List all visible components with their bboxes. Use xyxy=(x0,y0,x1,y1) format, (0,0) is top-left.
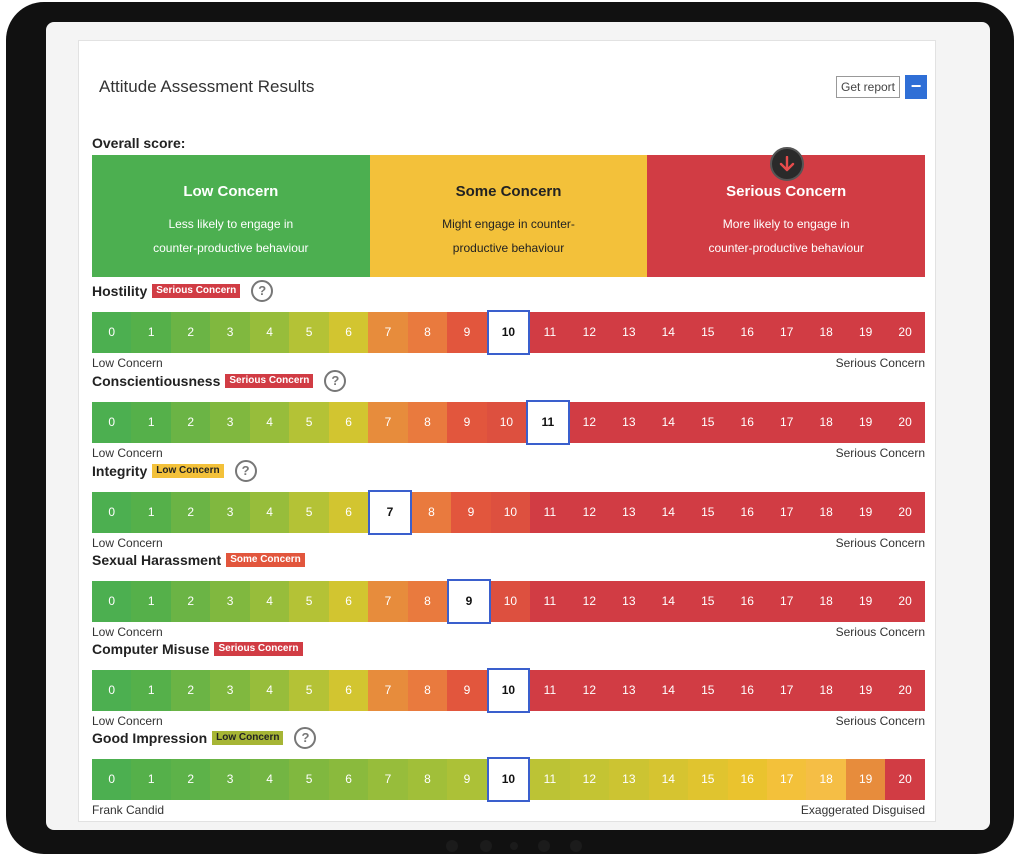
score-bar xyxy=(92,759,925,800)
score-cell: 19 xyxy=(846,670,885,711)
score-cell: 5 xyxy=(289,670,328,711)
score-cell: 12 xyxy=(570,312,609,353)
score-cell: 19 xyxy=(846,759,885,800)
collapse-button[interactable]: − xyxy=(905,75,927,99)
score-cell: 0 xyxy=(92,402,131,443)
score-cell: 12 xyxy=(570,492,609,533)
score-cell: 17 xyxy=(767,312,806,353)
help-icon[interactable]: ? xyxy=(294,727,316,749)
help-icon[interactable]: ? xyxy=(235,460,257,482)
score-cell: 1 xyxy=(131,759,170,800)
score-cell: 1 xyxy=(131,402,170,443)
scale-high-label: Serious Concern xyxy=(835,536,925,550)
status-badge: Serious Concern xyxy=(225,374,313,388)
score-cell: 1 xyxy=(131,492,170,533)
score-cell: 16 xyxy=(728,759,767,800)
score-cell: 12 xyxy=(570,402,609,443)
score-cell: 16 xyxy=(728,581,767,622)
results-card xyxy=(78,40,936,822)
score-cell: 20 xyxy=(885,759,924,800)
score-cell: 12 xyxy=(570,759,609,800)
score-cell: 5 xyxy=(289,402,328,443)
scale-end-labels xyxy=(92,356,925,370)
overall-score-label: Overall score: xyxy=(92,135,186,151)
score-bar xyxy=(92,312,925,353)
scale-name: Conscientiousness xyxy=(92,373,221,389)
score-cell: 19 xyxy=(846,492,885,533)
help-icon[interactable]: ? xyxy=(324,370,346,392)
segment-description: Less likely to engage in counter-productive behaviour xyxy=(153,217,309,255)
score-cell: 11 xyxy=(530,492,569,533)
screen xyxy=(46,22,990,830)
score-cell: 15 xyxy=(688,759,727,800)
help-icon[interactable]: ? xyxy=(251,280,273,302)
score-cell: 11 xyxy=(530,581,569,622)
scale-name: Good Impression xyxy=(92,730,208,746)
score-cell: 9 xyxy=(451,492,490,533)
score-cell: 0 xyxy=(92,759,131,800)
scale-header xyxy=(92,460,257,482)
scale-end-labels xyxy=(92,446,925,460)
score-cell: 4 xyxy=(250,670,289,711)
score-cell: 9 xyxy=(447,312,486,353)
score-cell: 8 xyxy=(412,492,451,533)
score-cell: 4 xyxy=(250,492,289,533)
get-report-button[interactable]: Get report xyxy=(836,76,900,98)
status-badge: Serious Concern xyxy=(152,284,240,298)
scale-high-label: Serious Concern xyxy=(835,625,925,639)
score-cell: 4 xyxy=(250,759,289,800)
score-cell: 8 xyxy=(408,402,447,443)
score-cell: 12 xyxy=(570,581,609,622)
score-cell: 20 xyxy=(885,670,924,711)
scale-low-label: Frank Candid xyxy=(92,803,165,817)
score-cell: 2 xyxy=(171,492,210,533)
score-cell: 15 xyxy=(688,670,727,711)
score-cell: 6 xyxy=(329,759,368,800)
score-cell: 14 xyxy=(649,312,688,353)
segment-title: Some Concern xyxy=(455,183,562,200)
score-cell: 2 xyxy=(171,402,210,443)
score-cell: 17 xyxy=(767,402,806,443)
score-cell: 16 xyxy=(728,492,767,533)
score-cell: 2 xyxy=(171,670,210,711)
scale-name: Hostility xyxy=(92,283,148,299)
scale-end-labels xyxy=(92,536,925,550)
score-cell: 14 xyxy=(649,670,688,711)
status-badge: Low Concern xyxy=(212,731,283,745)
scale-end-labels xyxy=(92,714,925,728)
scale-low-label: Low Concern xyxy=(92,714,163,728)
score-cell: 14 xyxy=(649,402,688,443)
score-cell: 17 xyxy=(767,492,806,533)
selected-score-cell: 10 xyxy=(487,310,530,355)
page-title: Attitude Assessment Results xyxy=(99,77,315,96)
selected-score-cell: 10 xyxy=(487,668,530,713)
score-cell: 8 xyxy=(408,312,447,353)
score-cell: 14 xyxy=(649,759,688,800)
score-cell: 8 xyxy=(408,759,447,800)
score-cell: 3 xyxy=(210,312,249,353)
score-cell: 11 xyxy=(530,759,569,800)
score-cell: 20 xyxy=(885,312,924,353)
score-cell: 17 xyxy=(767,759,806,800)
score-cell: 2 xyxy=(171,312,210,353)
score-cell: 18 xyxy=(806,581,845,622)
score-cell: 18 xyxy=(806,312,845,353)
score-cell: 6 xyxy=(329,581,368,622)
score-cell: 7 xyxy=(368,759,407,800)
score-cell: 9 xyxy=(447,402,486,443)
overall-segment-low xyxy=(92,155,370,277)
score-cell: 2 xyxy=(171,759,210,800)
score-cell: 6 xyxy=(329,492,368,533)
score-cell: 11 xyxy=(530,312,569,353)
score-cell: 13 xyxy=(609,312,648,353)
scale-header xyxy=(92,370,346,392)
segment-title: Low Concern xyxy=(183,183,279,200)
score-cell: 14 xyxy=(649,581,688,622)
score-cell: 5 xyxy=(289,581,328,622)
score-cell: 17 xyxy=(767,670,806,711)
score-cell: 20 xyxy=(885,492,924,533)
selected-score-cell: 9 xyxy=(447,579,490,624)
score-bar xyxy=(92,670,925,711)
scale-high-label: Serious Concern xyxy=(835,356,925,370)
score-cell: 0 xyxy=(92,581,131,622)
scale-high-label: Serious Concern xyxy=(835,714,925,728)
tablet-frame xyxy=(6,2,1014,854)
score-cell: 17 xyxy=(767,581,806,622)
score-cell: 10 xyxy=(487,402,526,443)
score-cell: 18 xyxy=(806,759,845,800)
score-cell: 15 xyxy=(688,312,727,353)
scale-name: Sexual Harassment xyxy=(92,552,222,568)
score-cell: 3 xyxy=(210,402,249,443)
selected-score-cell: 7 xyxy=(368,490,411,535)
score-cell: 13 xyxy=(609,759,648,800)
scale-high-label: Serious Concern xyxy=(835,446,925,460)
overall-segment-some xyxy=(370,155,648,277)
score-cell: 4 xyxy=(250,581,289,622)
score-cell: 4 xyxy=(250,312,289,353)
score-cell: 7 xyxy=(368,670,407,711)
score-cell: 15 xyxy=(688,492,727,533)
score-cell: 6 xyxy=(329,670,368,711)
score-cell: 20 xyxy=(885,581,924,622)
score-cell: 7 xyxy=(368,312,407,353)
score-cell: 1 xyxy=(131,312,170,353)
score-cell: 13 xyxy=(609,670,648,711)
score-cell: 10 xyxy=(491,492,530,533)
segment-description: More likely to engage in counter-productive behaviour xyxy=(708,217,864,255)
scale-end-labels xyxy=(92,625,925,639)
score-cell: 3 xyxy=(210,670,249,711)
scale-low-label: Low Concern xyxy=(92,356,163,370)
score-cell: 12 xyxy=(570,670,609,711)
score-cell: 7 xyxy=(368,402,407,443)
score-cell: 8 xyxy=(408,581,447,622)
score-cell: 0 xyxy=(92,670,131,711)
score-cell: 1 xyxy=(131,581,170,622)
score-cell: 3 xyxy=(210,492,249,533)
score-cell: 15 xyxy=(688,581,727,622)
score-cell: 1 xyxy=(131,670,170,711)
score-cell: 13 xyxy=(609,581,648,622)
score-cell: 15 xyxy=(688,402,727,443)
device-bottom-bar xyxy=(446,840,586,852)
score-cell: 0 xyxy=(92,492,131,533)
scale-header xyxy=(92,280,273,302)
score-cell: 4 xyxy=(250,402,289,443)
status-badge: Low Concern xyxy=(152,464,223,478)
status-badge: Serious Concern xyxy=(214,642,302,656)
score-cell: 20 xyxy=(885,402,924,443)
scale-low-label: Low Concern xyxy=(92,536,163,550)
score-cell: 2 xyxy=(171,581,210,622)
scale-name: Integrity xyxy=(92,463,148,479)
segment-title: Serious Concern xyxy=(726,183,847,200)
scale-header xyxy=(92,549,305,571)
scale-high-label: Exaggerated Disguised xyxy=(800,803,925,817)
score-bar xyxy=(92,492,925,533)
score-cell: 11 xyxy=(530,670,569,711)
score-cell: 19 xyxy=(846,402,885,443)
scale-header xyxy=(92,727,316,749)
score-cell: 18 xyxy=(806,492,845,533)
score-cell: 18 xyxy=(806,670,845,711)
score-bar xyxy=(92,581,925,622)
scale-low-label: Low Concern xyxy=(92,625,163,639)
score-cell: 5 xyxy=(289,759,328,800)
score-cell: 16 xyxy=(728,402,767,443)
score-cell: 6 xyxy=(329,402,368,443)
score-bar xyxy=(92,402,925,443)
arrow-down-circle-icon xyxy=(770,147,804,181)
score-cell: 7 xyxy=(368,581,407,622)
score-cell: 9 xyxy=(447,759,486,800)
score-cell: 16 xyxy=(728,312,767,353)
score-cell: 10 xyxy=(491,581,530,622)
selected-score-cell: 11 xyxy=(526,400,569,445)
score-cell: 18 xyxy=(806,402,845,443)
score-cell: 5 xyxy=(289,312,328,353)
score-cell: 16 xyxy=(728,670,767,711)
score-cell: 0 xyxy=(92,312,131,353)
status-badge: Some Concern xyxy=(226,553,305,567)
scale-end-labels xyxy=(92,803,925,817)
score-cell: 19 xyxy=(846,581,885,622)
scale-header xyxy=(92,638,303,660)
score-cell: 8 xyxy=(408,670,447,711)
score-cell: 13 xyxy=(609,492,648,533)
score-cell: 5 xyxy=(289,492,328,533)
scale-low-label: Low Concern xyxy=(92,446,163,460)
score-cell: 3 xyxy=(210,759,249,800)
selected-score-cell: 10 xyxy=(487,757,530,802)
score-cell: 6 xyxy=(329,312,368,353)
score-cell: 19 xyxy=(846,312,885,353)
score-cell: 3 xyxy=(210,581,249,622)
score-cell: 13 xyxy=(609,402,648,443)
scale-name: Computer Misuse xyxy=(92,641,210,657)
score-cell: 9 xyxy=(447,670,486,711)
score-cell: 14 xyxy=(649,492,688,533)
segment-description: Might engage in counter-productive behaviour xyxy=(442,217,575,255)
